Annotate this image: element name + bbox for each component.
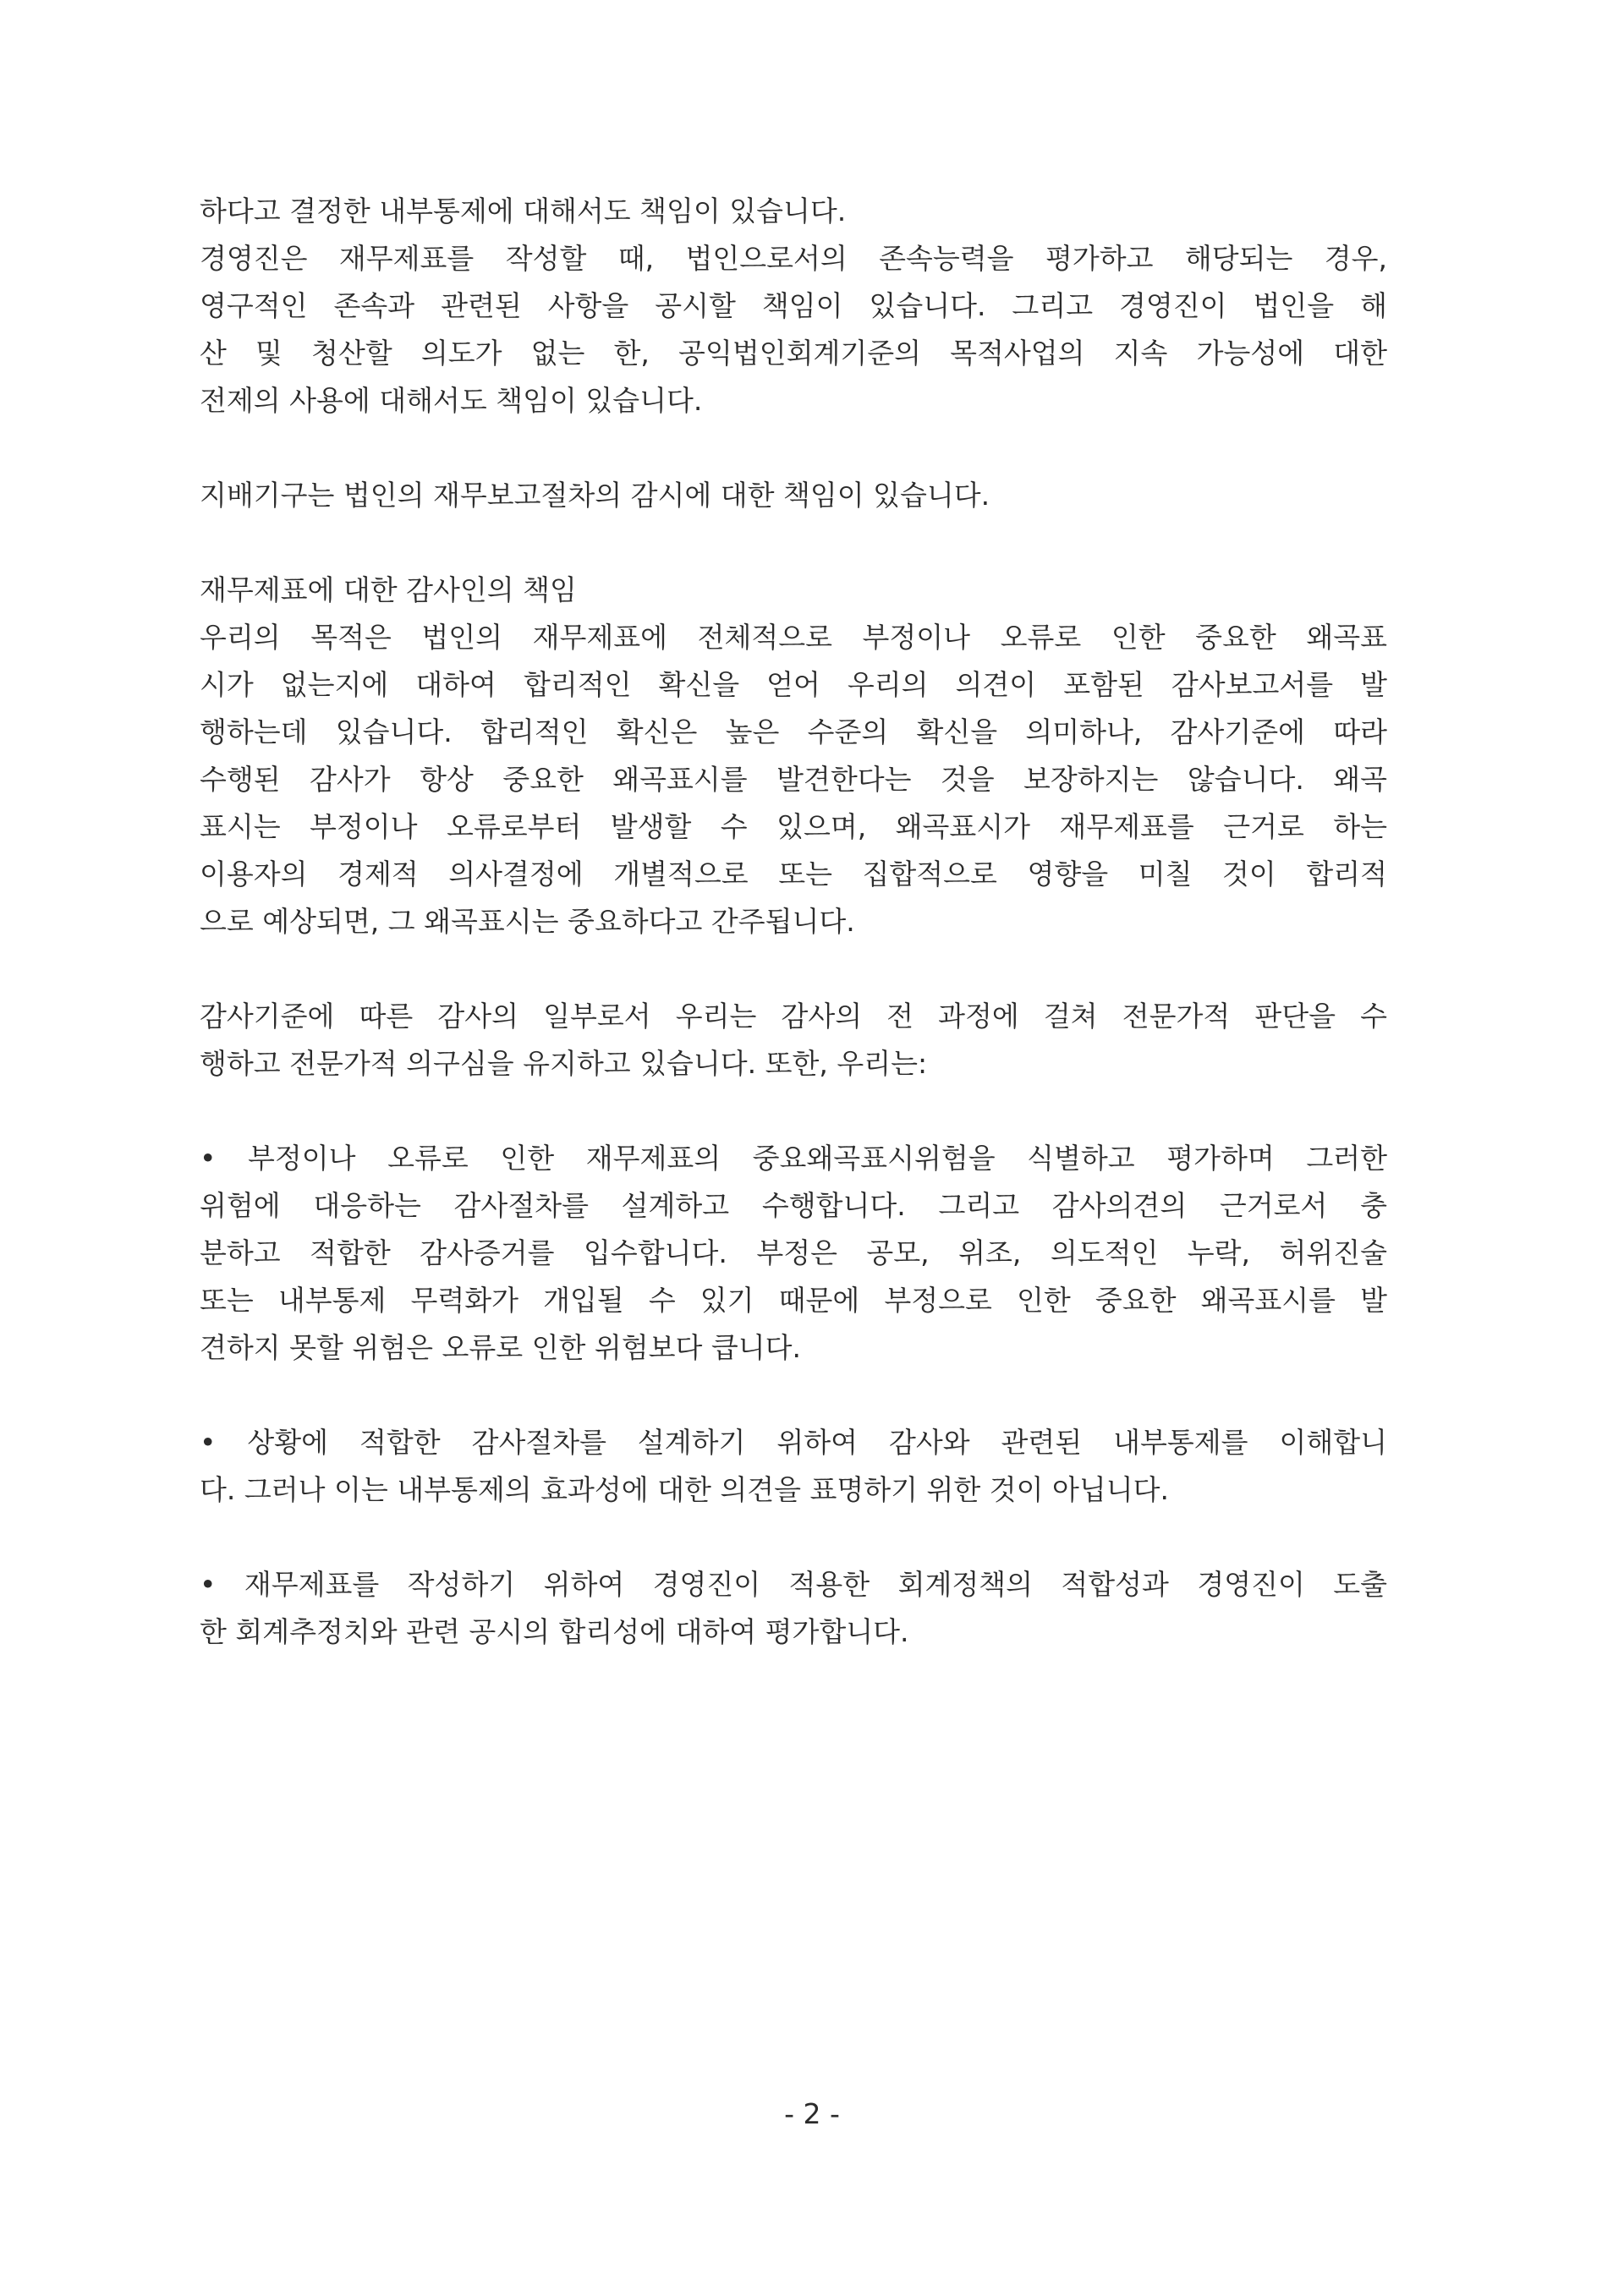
- text-line: 이용자의 경제적 의사결정에 개별적으로 또는 집합적으로 영향을 미칠 것이 합리적: [200, 858, 1387, 890]
- paragraph-internal-control: [200, 188, 1387, 235]
- text-line: • 부정이나 오류로 인한 재무제표의 중요왜곡표시위험을 식별하고 평가하며 그러한: [200, 1142, 1387, 1175]
- text-line: 우리의 목적은 법인의 재무제표에 전체적으로 부정이나 오류로 인한 중요한 왜곡표: [200, 621, 1387, 654]
- text-line: 또는 내부통제 무력화가 개입될 수 있기 때문에 부정으로 인한 중요한 왜곡표시를 발: [200, 1284, 1387, 1317]
- text-line: 행하는데 있습니다. 합리적인 확신은 높은 수준의 확신을 의미하나, 감사기준에 따라: [200, 715, 1387, 748]
- text-line: 하다고 결정한 내부통제에 대해서도 책임이 있습니다.: [200, 195, 847, 227]
- paragraph-gap: [200, 519, 1387, 567]
- bullet-item-accounting-policies: [200, 1561, 1387, 1656]
- text-line: 수행된 감사가 항상 중요한 왜곡표시를 발견한다는 것을 보장하지는 않습니다. 왜곡: [200, 763, 1387, 796]
- text-line: 위험에 대응하는 감사절차를 설계하고 수행합니다. 그리고 감사의견의 근거로서 충: [200, 1189, 1387, 1222]
- text-line: 한 회계추정치와 관련 공시의 합리성에 대하여 평가합니다.: [200, 1615, 909, 1648]
- text-line: 시가 없는지에 대하여 합리적인 확신을 얻어 우리의 의견이 포함된 감사보고서를 발: [200, 668, 1387, 701]
- section-heading-auditor-responsibility: 재무제표에 대한 감사인의 책임: [200, 573, 577, 606]
- text-line: 경영진은 재무제표를 작성할 때, 법인으로서의 존속능력을 평가하고 해당되는 경우,: [200, 242, 1387, 275]
- text-line: 행하고 전문가적 의구심을 유지하고 있습니다. 또한, 우리는:: [200, 1047, 928, 1080]
- bullet-item-risk-assessment: [200, 1135, 1387, 1372]
- page-number: - 2 -: [784, 2097, 840, 2130]
- bullet-item-internal-control-understanding: [200, 1419, 1387, 1514]
- text-line: 감사기준에 따른 감사의 일부로서 우리는 감사의 전 과정에 걸쳐 전문가적 판단을 수: [200, 1000, 1387, 1033]
- text-line: 으로 예상되면, 그 왜곡표시는 중요하다고 간주됩니다.: [200, 905, 855, 938]
- text-line: • 재무제표를 작성하기 위하여 경영진이 적용한 회계정책의 적합성과 경영진이 도출: [200, 1568, 1387, 1601]
- text-line: 표시는 부정이나 오류로부터 발생할 수 있으며, 왜곡표시가 재무제표를 근거로 하는: [200, 810, 1387, 843]
- text-line: 견하지 못할 위험은 오류로 인한 위험보다 큽니다.: [200, 1331, 801, 1364]
- paragraph-gap: [200, 1514, 1387, 1561]
- text-line: 영구적인 존속과 관련된 사항을 공시할 책임이 있습니다. 그리고 경영진이 법인을 해: [200, 289, 1387, 322]
- document-body: [200, 188, 1387, 1656]
- paragraph-management-going-concern: [200, 235, 1387, 425]
- paragraph-gap: [200, 425, 1387, 472]
- text-line: 분하고 적합한 감사증거를 입수합니다. 부정은 공모, 위조, 의도적인 누락, 허위진술: [200, 1236, 1387, 1269]
- text-line: 지배기구는 법인의 재무보고절차의 감시에 대한 책임이 있습니다.: [200, 479, 990, 512]
- paragraph-gap: [200, 1372, 1387, 1419]
- paragraph-governance: [200, 472, 1387, 519]
- paragraph-professional-judgment: [200, 993, 1387, 1088]
- text-line: 다. 그러나 이는 내부통제의 효과성에 대한 의견을 표명하기 위한 것이 아닙니다.: [200, 1473, 1169, 1506]
- paragraph-audit-objective: [200, 614, 1387, 945]
- paragraph-gap: [200, 945, 1387, 993]
- text-line: • 상황에 적합한 감사절차를 설계하기 위하여 감사와 관련된 내부통제를 이해합니: [200, 1426, 1387, 1459]
- paragraph-gap: [200, 1088, 1387, 1135]
- text-line: 전제의 사용에 대해서도 책임이 있습니다.: [200, 384, 703, 417]
- text-line: 산 및 청산할 의도가 없는 한, 공익법인회계기준의 목적사업의 지속 가능성에 대한: [200, 337, 1387, 370]
